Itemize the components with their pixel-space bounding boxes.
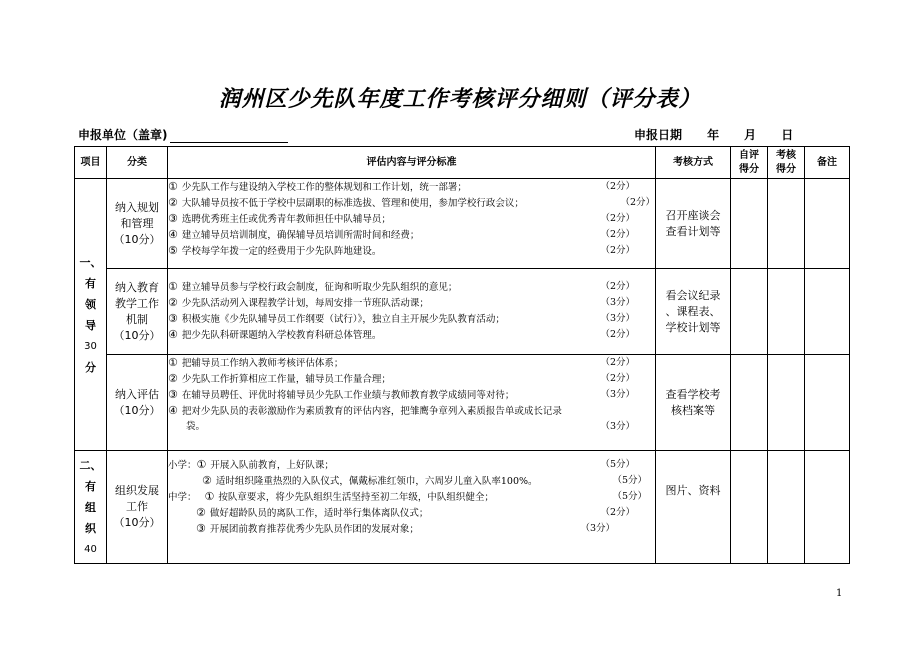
criterion-score: （2分） xyxy=(600,181,635,192)
table-row xyxy=(75,451,850,564)
review-score-cell[interactable] xyxy=(768,451,805,564)
criterion-score: （2分） xyxy=(600,357,635,368)
method-line: 、课程表、 xyxy=(665,304,721,318)
project-1-line: 一、 xyxy=(79,255,102,269)
self-score-cell[interactable] xyxy=(731,269,768,355)
criterion-text: 少先队工作折算相应工作量，辅导员工作量合理； xyxy=(181,374,391,385)
category-line: 纳入规划 xyxy=(115,200,159,214)
project-1-line: 领 xyxy=(85,297,96,311)
criterion-line xyxy=(168,211,655,227)
declare-row xyxy=(78,124,838,144)
method-cell xyxy=(656,355,731,451)
criterion-text: 适时组织隆重热烈的入队仪式，佩戴标准红领巾，六周岁儿童入队率100%。 xyxy=(215,476,538,487)
criterion-text: 袋。 xyxy=(186,421,206,432)
category-cell xyxy=(107,451,168,564)
circled-number: ⑤ xyxy=(168,244,178,257)
table-row xyxy=(75,269,850,355)
method-line: 查看计划等 xyxy=(665,224,721,238)
method-line: 核档案等 xyxy=(671,403,715,417)
content-cell xyxy=(168,355,656,451)
circled-number: ① xyxy=(168,280,178,293)
project-2-line: 有 xyxy=(85,479,96,493)
criterion-text: 按队章要求，将少先队组织生活坚持至初二年级，中队组织健全； xyxy=(218,492,494,503)
method-line: 召开座谈会 xyxy=(665,208,721,222)
page-number: 1 xyxy=(836,588,843,599)
criterion-line xyxy=(168,195,655,211)
criterion-score: （3分） xyxy=(600,389,635,400)
content-cell xyxy=(168,269,656,355)
criterion-line xyxy=(168,473,655,489)
criterion-line xyxy=(168,521,655,537)
criterion-line xyxy=(168,505,655,521)
remark-cell[interactable] xyxy=(805,355,850,451)
circled-number: ② xyxy=(202,474,212,487)
project-2-line: 织 xyxy=(85,521,96,535)
category-line: （10分） xyxy=(113,403,161,417)
criterion-score: （2分） xyxy=(600,213,635,224)
criterion-text: 开展入队前教育，上好队课； xyxy=(210,460,334,471)
category-line: 教学工作 xyxy=(115,296,159,310)
criterion-line xyxy=(168,327,655,343)
criterion-text: 在辅导员聘任、评优时将辅导员少先队工作业绩与教师教育教学成绩同等对待； xyxy=(181,390,515,401)
criterion-score: （3分） xyxy=(600,313,635,324)
remark-cell[interactable] xyxy=(805,179,850,269)
criterion-line xyxy=(168,179,655,195)
criterion-line xyxy=(168,387,655,403)
project-1-tail: 分 xyxy=(85,360,96,374)
category-line: 工作 xyxy=(126,500,148,513)
method-line: 查看学校考 xyxy=(665,387,721,401)
project-1-score: 30 xyxy=(84,340,97,352)
header-self-score xyxy=(731,147,768,179)
circled-number: ④ xyxy=(168,404,178,417)
circled-number: ① xyxy=(168,180,178,193)
content-cell xyxy=(168,451,656,564)
criterion-text: 少先队工作与建设纳入学校工作的整体规划和工作计划，统一部署； xyxy=(181,182,467,193)
criterion-text: 做好超龄队员的离队工作，适时举行集体离队仪式； xyxy=(209,508,429,519)
header-remark: 备注 xyxy=(805,147,850,179)
criterion-line xyxy=(168,403,655,419)
project-2-line: 组 xyxy=(85,500,96,514)
category-line: 纳入评估 xyxy=(115,387,159,401)
score-table xyxy=(74,146,850,564)
project-cell-1 xyxy=(75,179,107,451)
self-score-cell[interactable] xyxy=(731,179,768,269)
self-score-cell[interactable] xyxy=(731,451,768,564)
method-cell xyxy=(656,179,731,269)
criterion-line xyxy=(168,279,655,295)
project-2-line: 二、 xyxy=(79,458,102,472)
criterion-score: （2分） xyxy=(600,507,635,518)
declare-unit-label: 申报单位（盖章) xyxy=(78,128,168,142)
category-line: （10分） xyxy=(113,232,161,246)
header-method: 考核方式 xyxy=(656,147,731,179)
criterion-line xyxy=(168,311,655,327)
category-line: 机制 xyxy=(126,312,148,326)
criterion-prefix: 中学： xyxy=(168,492,197,503)
category-line: （10分） xyxy=(113,516,161,529)
category-cell xyxy=(107,269,168,355)
criterion-line xyxy=(168,419,655,435)
table-row xyxy=(75,355,850,451)
criterion-score: （2分） xyxy=(600,281,635,292)
method-cell xyxy=(656,451,731,564)
content-cell xyxy=(168,179,656,269)
criterion-score: （2分） xyxy=(620,197,655,208)
circled-number: ① xyxy=(196,458,207,471)
criterion-text: 把辅导员工作纳入教师考核评估体系； xyxy=(181,358,344,369)
criterion-score: （5分） xyxy=(612,491,647,502)
criterion-text: 少先队活动列入课程教学计划，每周安排一节班队活动课； xyxy=(181,298,429,309)
criterion-line xyxy=(168,227,655,243)
criterion-line xyxy=(168,243,655,259)
category-line: （10分） xyxy=(113,328,161,342)
criterion-score: （3分） xyxy=(580,523,615,534)
criterion-text: 大队辅导员按不低于学校中层副职的标准选拔、管理和使用，参加学校行政会议； xyxy=(181,198,524,209)
circled-number: ② xyxy=(168,296,178,309)
header-category: 分类 xyxy=(107,147,168,179)
circled-number: ① xyxy=(204,490,215,503)
header-content: 评估内容与评分标准 xyxy=(168,147,656,179)
header-review-score-text: 考核得分 xyxy=(776,149,796,175)
project-1-line: 导 xyxy=(85,318,96,332)
criterion-score: （5分） xyxy=(600,459,635,470)
page-title: 润州区少先队年度工作考核评分细则（评分表） xyxy=(218,86,702,112)
declare-date: 申报日期 年 月 日 xyxy=(634,128,794,142)
circled-number: ② xyxy=(168,196,178,209)
criterion-score: （3分） xyxy=(600,297,635,308)
circled-number: ③ xyxy=(168,312,178,325)
criterion-line xyxy=(168,371,655,387)
circled-number: ③ xyxy=(168,388,178,401)
circled-number: ② xyxy=(196,506,206,519)
project-1-line: 有 xyxy=(85,276,96,290)
circled-number: ① xyxy=(168,356,178,369)
category-line: 组织发展 xyxy=(115,484,159,497)
review-score-cell[interactable] xyxy=(768,179,805,269)
criterion-prefix: 小学： xyxy=(168,460,197,471)
method-line: 学校计划等 xyxy=(665,320,721,334)
criterion-text: 开展团前教育推荐优秀少先队员作团的发展对象； xyxy=(209,524,419,535)
method-line: 图片、资料 xyxy=(665,484,721,497)
criterion-line xyxy=(168,355,655,371)
method-line: 看会议纪录 xyxy=(665,288,721,302)
remark-cell[interactable] xyxy=(805,451,850,564)
method-cell xyxy=(656,269,731,355)
remark-cell[interactable] xyxy=(805,269,850,355)
self-score-cell[interactable] xyxy=(731,355,768,451)
criterion-line xyxy=(168,489,655,505)
circled-number: ② xyxy=(168,372,178,385)
criterion-text: 学校每学年拨一定的经费用于少先队阵地建设。 xyxy=(181,246,382,257)
table-row xyxy=(75,179,850,269)
header-self-score-text: 自评得分 xyxy=(739,149,759,175)
category-cell xyxy=(107,355,168,451)
criterion-score: （2分） xyxy=(600,229,635,240)
criterion-score: （2分） xyxy=(600,373,635,384)
project-2-score: 40 xyxy=(84,543,97,555)
project-cell-2 xyxy=(75,451,107,564)
criterion-score: （2分） xyxy=(600,329,635,340)
criterion-score: （5分） xyxy=(612,475,647,486)
criterion-score: （3分） xyxy=(600,421,635,432)
criterion-score: （2分） xyxy=(600,245,635,256)
criterion-text: 建立辅导员参与学校行政会制度，征询和听取少先队组织的意见； xyxy=(181,282,458,293)
review-score-cell[interactable] xyxy=(768,269,805,355)
criterion-text: 选聘优秀班主任或优秀青年教师担任中队辅导员； xyxy=(181,214,391,225)
criterion-line xyxy=(168,295,655,311)
declare-unit-blank xyxy=(170,130,288,143)
header-project: 项目 xyxy=(75,147,107,179)
circled-number: ④ xyxy=(168,328,178,341)
header-review-score xyxy=(768,147,805,179)
table-header-row xyxy=(75,147,850,179)
criterion-text: 把对少先队员的表彰激励作为素质教育的评估内容，把雏鹰争章列入素质报告单或成长记录 xyxy=(181,406,562,417)
category-line: 和管理 xyxy=(120,216,154,230)
declare-unit xyxy=(78,126,288,143)
criterion-text: 积极实施《少先队辅导员工作纲要（试行）》，独立自主开展少先队教育活动； xyxy=(181,314,505,325)
category-cell xyxy=(107,179,168,269)
circled-number: ③ xyxy=(168,212,178,225)
circled-number: ③ xyxy=(196,522,206,535)
circled-number: ④ xyxy=(168,228,178,241)
criterion-text: 建立辅导员培训制度，确保辅导员培训所需时间和经费； xyxy=(181,230,420,241)
review-score-cell[interactable] xyxy=(768,355,805,451)
criterion-text: 把少先队科研课题纳入学校教育科研总体管理。 xyxy=(181,330,382,341)
criterion-line xyxy=(168,457,655,473)
category-line: 纳入教育 xyxy=(115,280,159,294)
